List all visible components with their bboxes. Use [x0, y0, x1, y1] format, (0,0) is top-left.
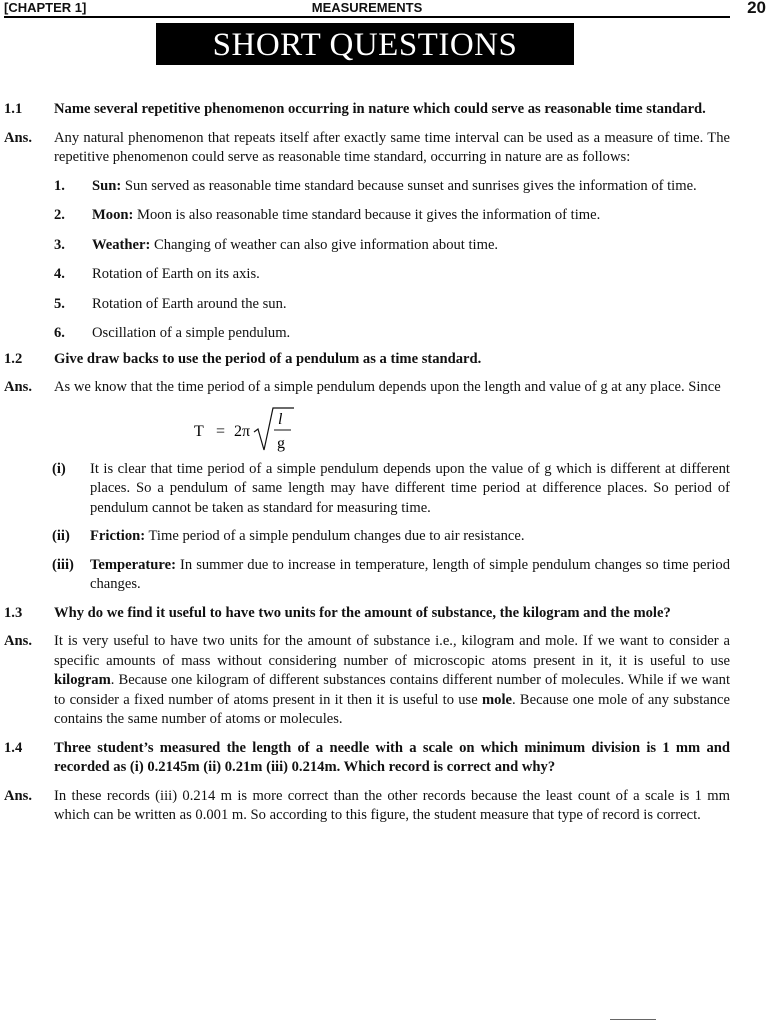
list-item	[52, 460, 730, 519]
item-text	[92, 236, 730, 256]
question-text: Give draw backs to use the period of a pendulum as a time standard.	[54, 350, 482, 367]
question-1-2	[4, 350, 730, 370]
item-body: Sun served as reasonable time standard because sunset and sunrises gives the information of time.	[121, 177, 697, 194]
item-text: Rotation of Earth on its axis.	[92, 266, 260, 282]
list-item	[54, 295, 730, 315]
answer-1-1	[4, 129, 730, 344]
answer-label: Ans.	[4, 787, 32, 804]
item-text: It is clear that time period of a simple pendulum depends upon the value of g which is different at different places. So a pendulum of same length may have different time period at difference places. So period of pendulum cannot be taken as standard for measuring time.	[90, 460, 730, 516]
item-number: 2.	[54, 207, 65, 223]
item-number: (ii)	[52, 528, 70, 544]
item-text	[90, 556, 730, 595]
item-text	[90, 527, 730, 547]
list-item	[54, 206, 730, 226]
answer-part: . Because one mole of any substance contains the same number of atoms or molecules.	[54, 691, 730, 727]
formula-coefficient: 2π	[234, 422, 251, 440]
section-banner: SHORT QUESTIONS	[156, 23, 574, 65]
item-number: (iii)	[52, 556, 74, 573]
page-content	[4, 100, 730, 826]
chapter-label: [CHAPTER 1]	[4, 0, 87, 15]
question-number: 1.3	[4, 604, 23, 621]
answer-text	[54, 632, 730, 730]
question-1-1	[4, 100, 730, 120]
sqrt-sign	[254, 408, 294, 450]
answer-1-3	[4, 632, 730, 730]
list-item	[54, 265, 730, 285]
footer-rule	[610, 1019, 656, 1020]
item-bold: Friction:	[90, 528, 146, 544]
chapter-title: MEASUREMENTS	[311, 0, 423, 15]
term-kilogram: kilogram	[54, 672, 111, 688]
page-header	[4, 0, 766, 18]
question-number: 1.1	[4, 101, 23, 117]
question-text: Three student’s measured the length of a needle with a scale on which minimum division is 1 mm and recorded as (i) 0.2145m (ii) 0.21m (iii) 0.214m. Which record is correct and why?	[54, 739, 730, 775]
term-mole: mole	[481, 691, 512, 708]
item-body: Changing of weather can also give information about time.	[150, 236, 499, 253]
question-number: 1.4	[4, 739, 23, 756]
list-item	[54, 177, 730, 197]
item-number: 5.	[54, 295, 65, 312]
item-body: Moon is also reasonable time standard because it gives the information of time.	[133, 207, 601, 223]
list-item	[54, 236, 730, 256]
item-body: In summer due to increase in temperature, length of simple pendulum changes so time period changes.	[90, 556, 730, 592]
formula-lhs: T	[194, 422, 204, 440]
formula-numerator: l	[278, 410, 283, 428]
answer-text: As we know that the time period of a simple pendulum depends upon the length and value of g at any place. Since	[54, 379, 721, 395]
answer-body	[54, 129, 730, 344]
answer-label: Ans.	[4, 379, 32, 395]
item-text: Oscillation of a simple pendulum.	[92, 325, 291, 341]
formula-graphic	[194, 402, 334, 458]
list-item	[52, 556, 730, 595]
list-item	[54, 324, 730, 344]
item-number: 3.	[54, 236, 65, 253]
answer-label: Ans.	[4, 633, 32, 649]
formula-denominator: g	[277, 434, 285, 452]
item-text	[92, 177, 730, 197]
item-bold: Temperature:	[90, 556, 176, 573]
item-bold: Sun:	[92, 177, 122, 194]
question-number: 1.2	[4, 350, 23, 367]
item-number: 4.	[54, 266, 65, 282]
answer-1-4	[4, 787, 730, 826]
page-number: 20	[747, 0, 766, 17]
list-item	[52, 527, 730, 547]
answer-part: It is very useful to have two units for the amount of substance i.e., kilogram and mole. If we want to consider a specific amounts of mass without considering number of microscopic atoms present in it, it is useful to use	[54, 633, 730, 669]
question-1-4	[4, 739, 730, 778]
question-1-3	[4, 604, 730, 624]
answer-part: . Because one kilogram of different substances contains different number of molecules. While if we want to consider a fixed number of atoms present in it then it is useful to use	[54, 672, 730, 708]
answer-text: Any natural phenomenon that repeats itself after exactly same time interval can be used as a measure of time. The repetitive phenomenon could serve as reasonable time standard, occurring in nature are as follows:	[54, 129, 730, 165]
pendulum-formula	[54, 402, 730, 460]
item-body: Time period of a simple pendulum changes due to air resistance.	[145, 528, 525, 544]
item-number: (i)	[52, 460, 66, 477]
item-number: 1.	[54, 177, 65, 194]
formula-equals: =	[216, 422, 226, 440]
answer-label: Ans.	[4, 129, 32, 146]
question-text: Why do we find it useful to have two units for the amount of substance, the kilogram and the mole?	[54, 604, 671, 621]
item-text	[92, 206, 730, 226]
answer-text: In these records (iii) 0.214 m is more correct than the other records because the least count of a scale is 1 mm which can be written as 0.001 m. So according to this figure, the student measure that type of record is correct.	[54, 787, 730, 823]
item-text: Rotation of Earth around the sun.	[92, 295, 287, 312]
item-bold: Weather:	[92, 236, 151, 253]
answer-body	[54, 378, 730, 595]
item-bold: Moon:	[92, 207, 134, 223]
item-number: 6.	[54, 325, 65, 341]
question-text: Name several repetitive phenomenon occurring in nature which could serve as reasonable time standard.	[54, 101, 706, 117]
answer-1-2	[4, 378, 730, 595]
